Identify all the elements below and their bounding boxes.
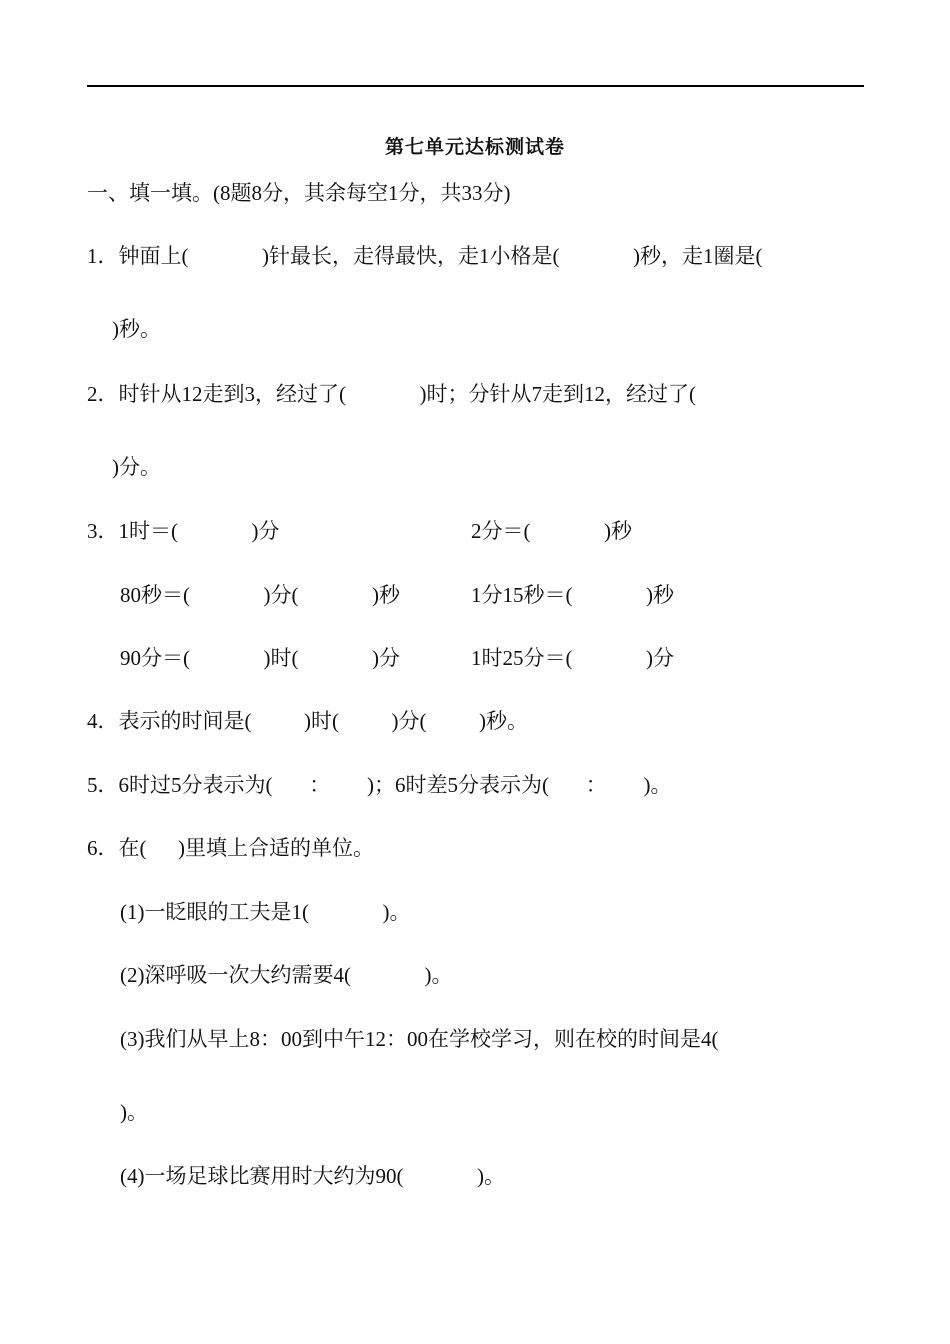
question-3-item-b: 2分＝( )秒 — [471, 519, 632, 543]
question-2-line-2: )分。 — [112, 455, 161, 479]
question-4: 4．表示的时间是( )时( )分( )秒。 — [87, 709, 528, 733]
question-6-sub-3-line-1: (3)我们从早上8：00到中午12：00在学校学习，则在校的时间是4( — [120, 1027, 719, 1051]
question-3-item-a: 3．1时＝( )分 — [87, 519, 280, 543]
question-3-item-d: 1分15秒＝( )秒 — [471, 583, 674, 607]
question-6-sub-1: (1)一眨眼的工夫是1( )。 — [120, 900, 411, 924]
question-6-sub-2: (2)深呼吸一次大约需要4( )。 — [120, 963, 453, 987]
question-3-item-e: 90分＝( )时( )分 — [120, 646, 400, 670]
question-1-line-1: 1．钟面上( )针最长，走得最快，走1小格是( )秒，走1圈是( — [87, 244, 763, 268]
question-1-line-2: )秒。 — [112, 317, 161, 341]
question-6-stem: 6．在( )里填上合适的单位。 — [87, 836, 374, 860]
question-6-sub-4: (4)一场足球比赛用时大约为90( )。 — [120, 1164, 505, 1188]
question-2-line-1: 2．时针从12走到3，经过了( )时；分针从7走到12，经过了( — [87, 382, 696, 406]
header-rule — [87, 85, 864, 87]
question-3-item-f: 1时25分＝( )分 — [471, 646, 674, 670]
section-heading: 一、填一填。(8题8分，其余每空1分，共33分) — [87, 181, 511, 205]
question-3-item-c: 80秒＝( )分( )秒 — [120, 583, 400, 607]
page-title: 第七单元达标测试卷 — [384, 137, 565, 158]
question-6-sub-3-line-2: )。 — [120, 1100, 148, 1124]
question-5: 5．6时过5分表示为( ： )；6时差5分表示为( ： )。 — [87, 773, 672, 797]
